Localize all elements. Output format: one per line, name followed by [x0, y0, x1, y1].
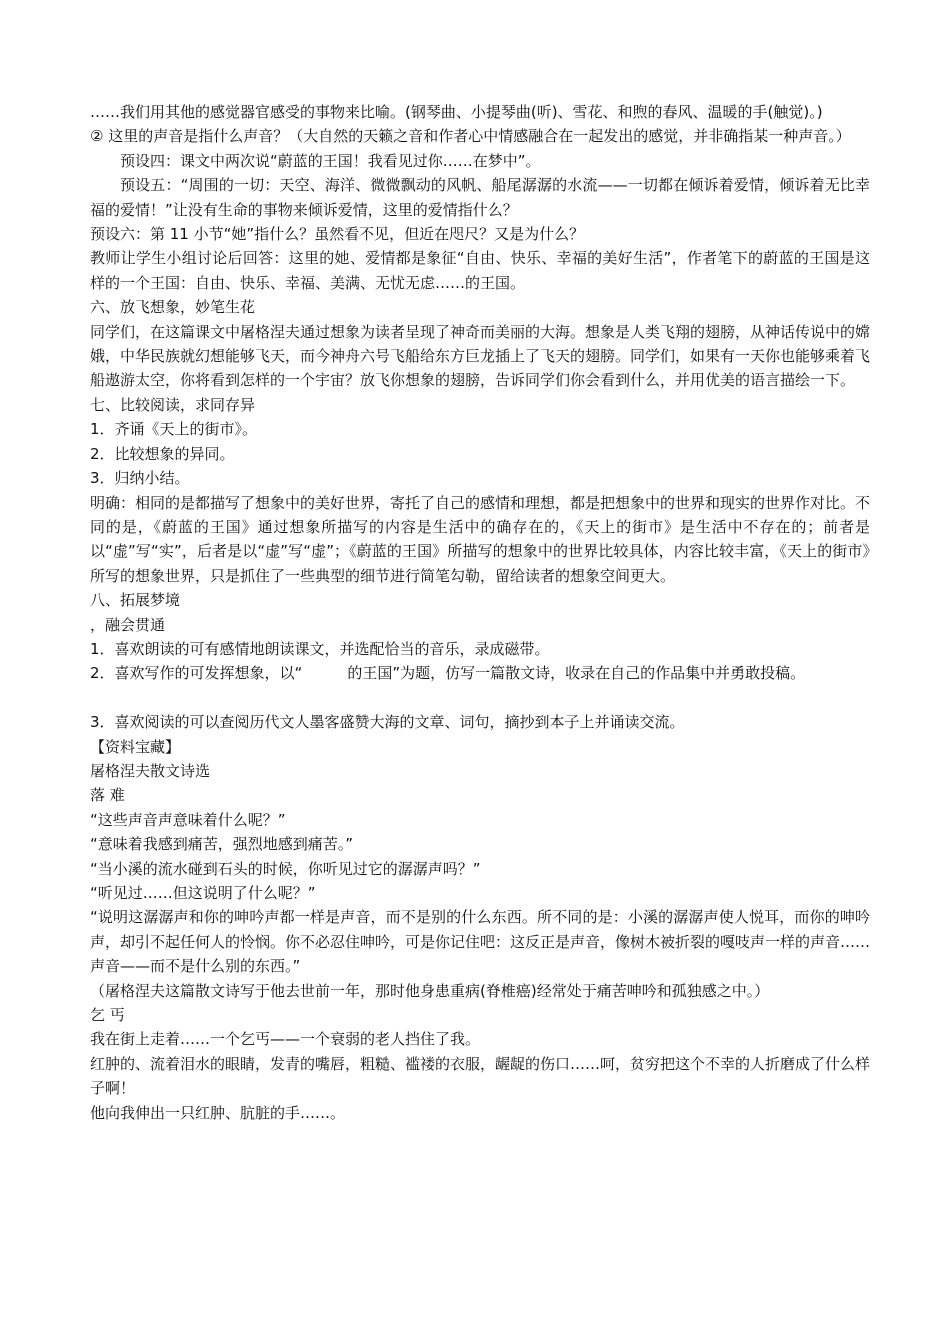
paragraph-preset-six: 预设六：第 11 小节“她”指什么？虽然看不见，但近在咫尺？又是为什么？: [90, 225, 585, 244]
paragraph-metaphor-note: ……我们用其他的感觉器官感受的事物来比喻。(钢琴曲、小提琴曲(听)、雪花、和煦的春风、温暖的手(触觉)。): [90, 103, 823, 121]
paragraph-teacher-discussion: 教师让学生小组讨论后回答：这里的她、爱情都是象征“自由、快乐、幸福的美好生活”，作者笔下的蔚蓝的王国是这样的一个王国：自由、快乐、幸福、美满、无忧无虑……的王国。: [90, 249, 870, 292]
paragraph-preset-five: 预设五：“周围的一切：天空、海洋、微微飘动的风帆、船尾潺潺的水流——一切都在倾诉着爱情，倾诉着无比幸福的爱情！”让没有生命的事物来倾诉爱情，这里的爱情指什么？: [90, 176, 870, 219]
list-item-writing: 2．喜欢写作的可发挥想象，以“ 的王国”为题，仿写一篇散文诗，收录在自己的作品集中并勇敢投稿。: [90, 664, 806, 683]
list-item-reading: 3．喜欢阅读的可以查阅历代文人墨客盛赞大海的文章、词句，摘抄到本子上并诵读交流。: [90, 713, 685, 732]
list-item-compare: 2．比较想象的异同。: [90, 444, 235, 463]
paragraph-preset-four: 预设四：课文中两次说“蔚蓝的王国！我看见过你……在梦中”。: [120, 151, 541, 170]
heading-section-six: 六、放飞想象，妙笔生花: [90, 298, 256, 317]
heading-poem-collection: 屠格涅夫散文诗选: [90, 761, 211, 780]
heading-section-eight: 八、拓展梦境: [90, 591, 181, 610]
list-item-reading-aloud: 1．喜欢朗读的可有感情地朗读课文，并选配恰当的音乐，录成磁带。: [90, 639, 550, 658]
beggar-line-2: 红肿的、流着泪水的眼睛，发青的嘴唇，粗糙、褴褛的衣服，龌龊的伤口……呵，贫穷把这个不幸的人折磨成了什么样子啊！: [90, 1054, 871, 1098]
paragraph-comparison-answer: 明确：相同的是都描写了想象中的美好世界，寄托了自己的感情和理想，都是把想象中的世界和现实的世界作对比。不同的是，《蔚蓝的王国》通过想象所描写的内容是生活中的确存在的，《天上的街市》是生活中不存在的；前者是以“虚”写“实”，后者是以“虚”写“虚”；《蔚蓝的王国》所描写的想象中的世界比较具体，内容比较丰富，《天上的街市》所写的想象世界，只是抓住了一些典型的细节进行简笔勾勒，留给读者的想象空间更大。: [90, 493, 871, 585]
beggar-line-3: 他向我伸出一只红肿、肮脏的手……。: [90, 1103, 346, 1122]
poem-line-3: “当小溪的流水碰到石头的时候，你听见过它的潺潺声吗？”: [90, 859, 481, 878]
list-item-recite: 1．齐诵《天上的街市》。: [90, 420, 258, 439]
poem-line-5: “说明这潺潺声和你的呻吟声都一样是声音，而不是别的什么东西。所不同的是：小溪的潺潺声使人悦耳，而你的呻吟声，却引不起任何人的怜悯。你不必忍住呻吟，可是你记住吧：这反正是声音，像树木被折裂的嘎吱声一样的声音……声音——而不是什么别的东西。”: [90, 908, 871, 976]
heading-poem-beggar: 乞 丐: [90, 1006, 125, 1025]
heading-section-seven: 七、比较阅读，求同存异: [90, 395, 256, 414]
poem-line-2: “意味着我感到痛苦，强烈地感到痛苦。”: [90, 835, 354, 854]
paragraph-sound-question: ② 这里的声音是指什么声音？（大自然的天籁之音和作者心中情感融合在一起发出的感觉，并非确指某一种声音。）: [90, 127, 851, 146]
heading-resources: 【资料宝藏】: [90, 737, 181, 756]
poem-note: （屠格涅夫这篇散文诗写于他去世前一年，那时他身患重病(脊椎癌)经常处于痛苦呻吟和孤独感之中。）: [90, 981, 770, 1000]
heading-poem-misfortune: 落 难: [90, 786, 125, 805]
poem-line-1: “这些声音声意味着什么呢？”: [90, 810, 286, 829]
blank-line: [90, 686, 870, 710]
beggar-line-1: 我在街上走着……一个乞丐——一个衰弱的老人挡住了我。: [90, 1030, 481, 1049]
heading-section-eight-continued: ，融会贯通: [90, 615, 166, 634]
document-body: [90, 100, 870, 1125]
poem-line-4: “听见过……但这说明了什么呢？”: [90, 883, 316, 902]
paragraph-imagination: 同学们，在这篇课文中屠格涅夫通过想象为读者呈现了神奇而美丽的大海。想象是人类飞翔的翅膀，从神话传说中的嫦娥，中华民族就幻想能够飞天，而今神舟六号飞船给东方巨龙插上了飞天的翅膀。同学们，如果有一天你也能够乘着飞船遨游太空，你将看到怎样的一个宇宙？放飞你想象的翅膀，告诉同学们你会看到什么，并用优美的语言描绘一下。: [90, 322, 871, 390]
list-item-summary: 3．归纳小结。: [90, 469, 190, 488]
